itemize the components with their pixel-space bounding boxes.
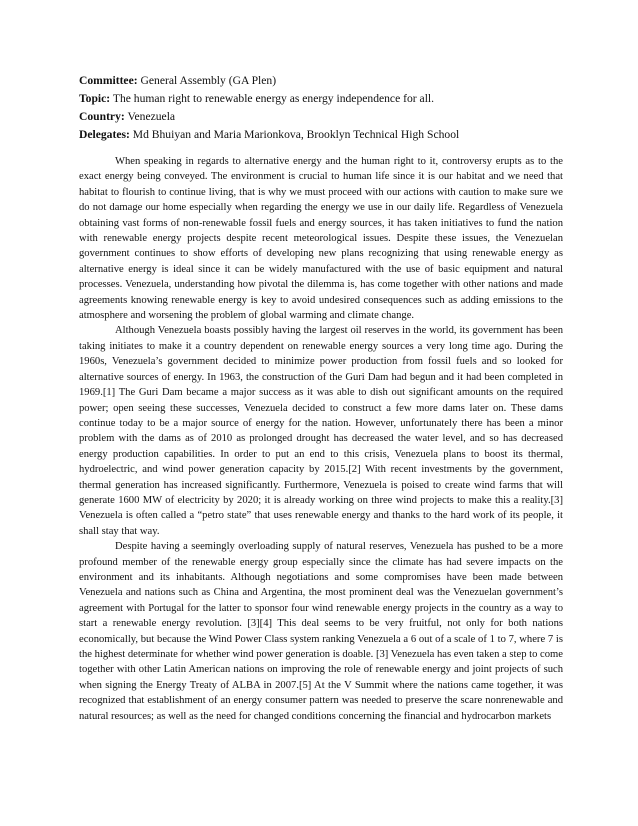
document-body xyxy=(79,154,563,724)
delegates-value: Md Bhuiyan and Maria Marionkova, Brooklyn Technical High School xyxy=(132,128,460,141)
country-value: Venezuela xyxy=(127,110,176,123)
topic-label: Topic: xyxy=(79,92,111,105)
committee-value: General Assembly (GA Plen) xyxy=(140,74,277,87)
document-page xyxy=(79,72,563,724)
paragraph: Although Venezuela boasts possibly having the largest oil reserves in the world, its government has been taking initiates to make it a country dependent on renewable energy sources a very long time ago. During the 1960s, Venezuela’s government decided to minimize power production from fossil fuels and so looked for alternative sources of energy. In 1963, the construction of the Guri Dam had begun and it had been completed in 1969.[1] The Guri Dam became a major success as it was able to dish out significant amounts on the required power; open seeing these successes, Venezuela decided to construct a few more dams later on. These dams continue today to be a major source of energy for the nation. However, unfortunately there has been a minor problem with the dams as of 2010 as prolonged drought has decreased the water level, and so has decreased energy production capabilities. In order to put an end to this crisis, Venezuela plans to boost its thermal, hydroelectric, and wind power generation capacity by 2015.[2] With recent investments by the government, thermal generation has increased significantly. Furthermore, Venezuela is poised to create wind farms that will generate 1600 MW of electricity by 2020; it is already working on three wind projects to make this a reality.[3] Venezuela is often called a “petro state” that uses renewable energy and thanks to the hard work of its people, it shall stay that way. xyxy=(79,325,563,537)
topic-value: The human right to renewable energy as energy independence for all. xyxy=(112,92,435,105)
country-line xyxy=(79,108,563,126)
delegates-label: Delegates: xyxy=(79,128,130,141)
committee-label: Committee: xyxy=(79,74,138,87)
topic-line xyxy=(79,90,563,108)
delegates-line xyxy=(79,126,563,144)
paragraph: Despite having a seemingly overloading supply of natural reserves, Venezuela has pushed to be a more profound member of the renewable energy group especially since the climate has had severe impacts on the environment and its inhabitants. Although negotiations and some compromises have been made between Venezuela and nations such as China and Argentina, the most prominent deal was the Venezuelan government’s agreement with Portugal for the latter to sponsor four wind renewable energy projects in the country as a way to start a renewable energy revolution. [3][4] This deal seems to be very fruitful, not only for both nations economically, but because the Wind Power Class system ranking Venezuela a 6 out of a scale of 1 to 7, where 7 is the highest determinate for whether wind power generation is doable. [3] Venezuela has even taken a step to come together with other Latin American nations on improving the role of renewable energy and joint projects of such when signing the Energy Treaty of ALBA in 2007.[5] At the V Summit where the nations came together, it was recognized that establishment of an energy consumer pattern was needed to preserve the scare nonrenewable and natural resources; as well as the need for changed conditions concerning the financial and hydrocarbon markets xyxy=(79,541,563,722)
country-label: Country: xyxy=(79,110,125,123)
paragraph: When speaking in regards to alternative energy and the human right to it, controversy erupts as to the exact energy being conveyed. The environment is crucial to human life since it is our habitat and we need that habitat to flourish to continue living, that is why we must proceed with our actions with caution to make sure we do not damage our home especially when regarding the energy we use in our daily life. Regardless of Venezuela obtaining vast forms of non-renewable fossil fuels and energy sources, it has taken initiatives to fund the nation with renewable energy projects despite recent meteorological issues. Despite these issues, the Venezuelan government continues to show efforts of developing new plans recognizing that using renewable energy as alternative energy is ideal since it can be widely manufactured with the use of basic equipment and natural processes. Venezuela, understanding how pivotal the dilemma is, has come together with other nations and made agreements knowing renewable energy is key to avoid undesired consequences such as adding emissions to the atmosphere and worsening the problem of global warming and climate change. xyxy=(79,156,563,322)
document-header xyxy=(79,72,563,144)
committee-line xyxy=(79,72,563,90)
